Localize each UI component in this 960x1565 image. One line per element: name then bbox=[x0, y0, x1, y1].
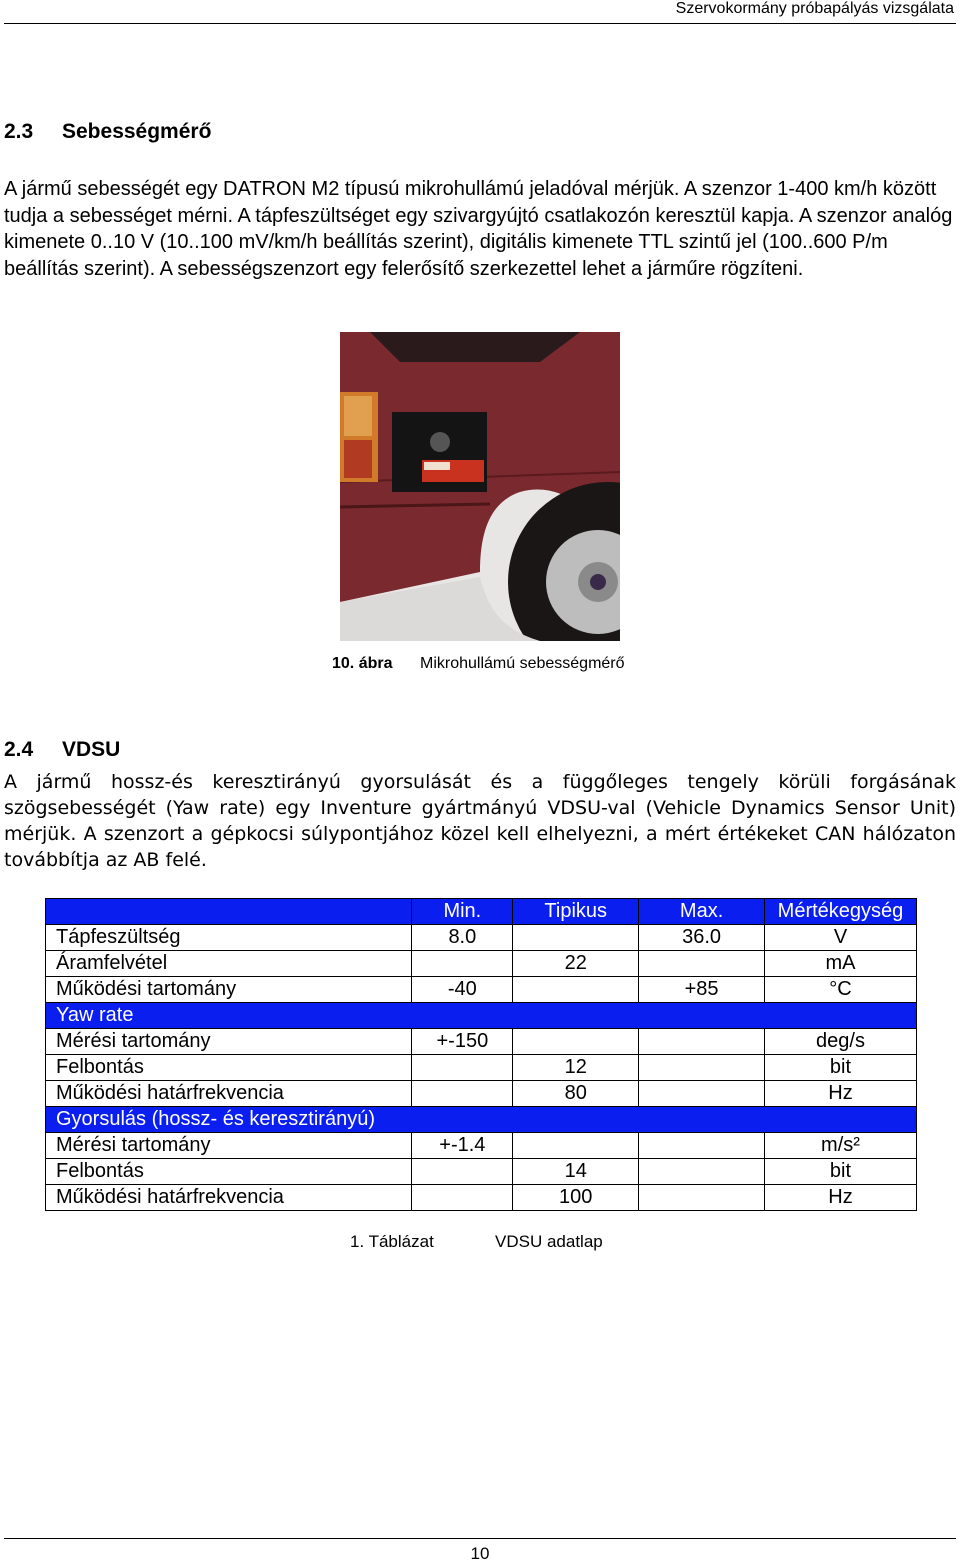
page-number: 10 bbox=[470, 1544, 490, 1563]
table-cell bbox=[639, 1055, 765, 1081]
figure-label: 10. ábra bbox=[332, 655, 393, 672]
table-cell: bit bbox=[764, 1159, 916, 1185]
table-row-label: Tápfeszültség bbox=[46, 925, 412, 951]
speed-sensor-photo bbox=[340, 332, 620, 641]
table-row-label: Működési tartomány bbox=[46, 977, 412, 1003]
table-header-cell bbox=[46, 899, 412, 925]
table-row-label: Felbontás bbox=[46, 1055, 412, 1081]
figure-caption bbox=[332, 655, 625, 673]
table-caption bbox=[350, 1232, 603, 1252]
table-cell: +85 bbox=[639, 977, 765, 1003]
table-row bbox=[46, 1081, 917, 1107]
table-row bbox=[46, 1133, 917, 1159]
section-number: 2.4 bbox=[4, 738, 34, 761]
table-cell: 22 bbox=[513, 951, 639, 977]
table-cell bbox=[412, 1159, 513, 1185]
table-row-label: Mérési tartomány bbox=[46, 1133, 412, 1159]
vdsu-paragraph: A jármű hossz-és keresztirányú gyorsulását és a függőleges tengely körüli forgásának szögsebességét (Yaw rate) egy Inventure gyártmányú VDSU-val (Vehicle Dynamics Sensor Unit) mérjük. A szenzort a gépkocsi súlypontjához közel kell elhelyezni, a mért értékeket CAN hálózaton továbbítja az AB felé. bbox=[4, 771, 956, 871]
table-cell bbox=[639, 1029, 765, 1055]
table-header-cell: Max. bbox=[639, 899, 765, 925]
section-number: 2.3 bbox=[4, 120, 34, 143]
table-cell bbox=[639, 1081, 765, 1107]
table-cell: bit bbox=[764, 1055, 916, 1081]
table-cell bbox=[513, 1133, 639, 1159]
figure-caption-text: Mikrohullámú sebességmérő bbox=[420, 655, 625, 672]
table-row bbox=[46, 1159, 917, 1185]
table-cell bbox=[639, 1185, 765, 1211]
table-row bbox=[46, 977, 917, 1003]
section-title: Sebességmérő bbox=[62, 120, 212, 143]
header-rule bbox=[4, 23, 956, 24]
table-cell: mA bbox=[764, 951, 916, 977]
table-row bbox=[46, 925, 917, 951]
table-cell: +-1.4 bbox=[412, 1133, 513, 1159]
table-cell: °C bbox=[764, 977, 916, 1003]
table-cell bbox=[639, 951, 765, 977]
table-cell bbox=[412, 1185, 513, 1211]
table-cell bbox=[513, 977, 639, 1003]
table-group-label: Yaw rate bbox=[46, 1003, 917, 1029]
table-group-row bbox=[46, 1107, 917, 1133]
table-header-cell: Min. bbox=[412, 899, 513, 925]
footer-rule bbox=[4, 1538, 956, 1539]
table-row-label: Működési határfrekvencia bbox=[46, 1185, 412, 1211]
table-cell: 80 bbox=[513, 1081, 639, 1107]
table-cell bbox=[412, 1081, 513, 1107]
running-header: Szervokormány próbapályás vizsgálata bbox=[675, 0, 954, 17]
table-cell bbox=[412, 951, 513, 977]
table-cell bbox=[639, 1133, 765, 1159]
speed-sensor-paragraph: A jármű sebességét egy DATRON M2 típusú mikrohullámú jeladóval mérjük. A szenzor 1-400 km/h között tudja a sebességet mérni. A tápfeszültséget egy szivargyújtó csatlakozón keresztül kapja. A szenzor analóg kimenete 0..10 V (10..100 mV/km/h beállítás szerint), digitális kimenete TTL szintű jel (100..600 P/m beállítás szerint). A sebességszenzort egy felerősítő szerkezettel lehet a járműre rögzíteni. bbox=[4, 178, 953, 280]
table-cell bbox=[639, 1159, 765, 1185]
section-heading-2-4 bbox=[4, 738, 120, 762]
table-cell bbox=[513, 925, 639, 951]
table-row bbox=[46, 1185, 917, 1211]
table-cell: m/s² bbox=[764, 1133, 916, 1159]
table-cell bbox=[412, 1055, 513, 1081]
section-title: VDSU bbox=[62, 738, 121, 761]
table-header-row bbox=[46, 899, 917, 925]
table-cell: -40 bbox=[412, 977, 513, 1003]
table-cell: 12 bbox=[513, 1055, 639, 1081]
table-row-label: Áramfelvétel bbox=[46, 951, 412, 977]
table-cell: 100 bbox=[513, 1185, 639, 1211]
vdsu-spec-table bbox=[45, 898, 917, 1211]
table-label: 1. Táblázat bbox=[350, 1232, 434, 1251]
table-caption-text: VDSU adatlap bbox=[495, 1232, 603, 1251]
table-group-label: Gyorsulás (hossz- és keresztirányú) bbox=[46, 1107, 917, 1133]
table-cell: Hz bbox=[764, 1081, 916, 1107]
table-row-label: Mérési tartomány bbox=[46, 1029, 412, 1055]
table-row-label: Felbontás bbox=[46, 1159, 412, 1185]
table-cell: 36.0 bbox=[639, 925, 765, 951]
table-cell bbox=[513, 1029, 639, 1055]
table-cell: deg/s bbox=[764, 1029, 916, 1055]
table-cell: Hz bbox=[764, 1185, 916, 1211]
table-row-label: Működési határfrekvencia bbox=[46, 1081, 412, 1107]
table-row bbox=[46, 1055, 917, 1081]
table-cell: 8.0 bbox=[412, 925, 513, 951]
table-header-cell: Mértékegység bbox=[764, 899, 916, 925]
table-row bbox=[46, 951, 917, 977]
table-cell: V bbox=[764, 925, 916, 951]
table-cell: 14 bbox=[513, 1159, 639, 1185]
table-row bbox=[46, 1029, 917, 1055]
section-heading-2-3 bbox=[4, 120, 211, 144]
table-group-row bbox=[46, 1003, 917, 1029]
table-cell: +-150 bbox=[412, 1029, 513, 1055]
table-header-cell: Tipikus bbox=[513, 899, 639, 925]
